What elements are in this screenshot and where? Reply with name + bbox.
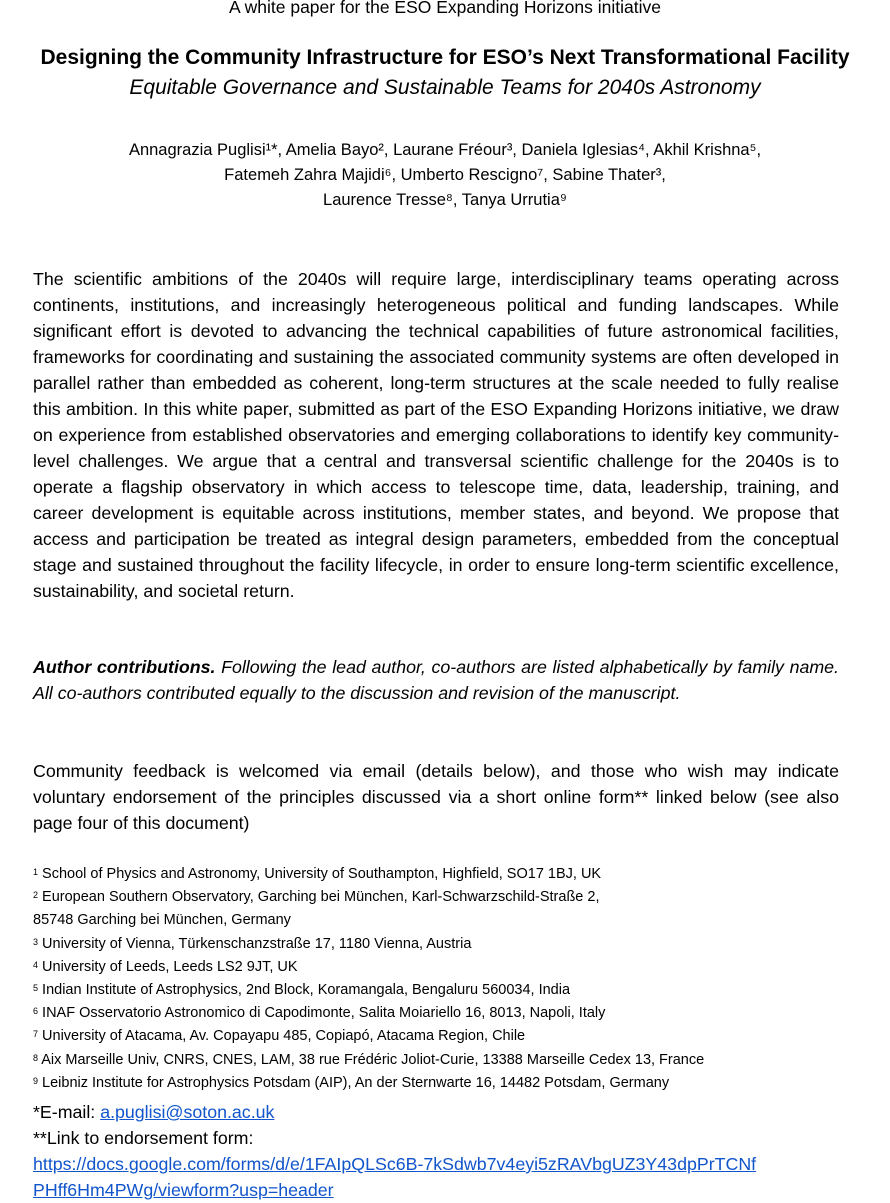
author-line-2: Fatemeh Zahra Majidi⁶, Umberto Rescigno⁷, Sabine Thater³, (224, 166, 666, 184)
affiliation-text: Aix Marseille Univ, CNRS, CNES, LAM, 38 rue Frédéric Joliot-Curie, 13388 Marseille Cedex 13, France (38, 1051, 705, 1068)
affiliation-text: University of Leeds, Leeds LS2 9JT, UK (38, 958, 298, 975)
author-contributions-text: Following the lead author, co-authors are listed alphabetically by family name. All co-authors contributed equally to the discussion and revision of the manuscript. (33, 657, 839, 703)
affiliation-item (33, 978, 853, 1001)
affiliation-marker: 9 (33, 1075, 39, 1086)
affiliation-text: Indian Institute of Astrophysics, 2nd Block, Koramangala, Bengaluru 560034, India (38, 982, 571, 999)
affiliation-item (33, 1001, 853, 1024)
affiliation-marker: 4 (33, 959, 39, 970)
author-contributions-paragraph (33, 654, 839, 706)
affiliation-item (33, 1071, 853, 1094)
author-contributions-label: Author contributions. (33, 657, 216, 677)
affiliation-text: INAF Osservatorio Astronomico di Capodimonte, Salita Moiariello 16, 8013, Napoli, Italy (38, 1005, 606, 1022)
abstract-paragraph: The scientific ambitions of the 2040s will require large, interdisciplinary teams operating across continents, institutions, and increasingly heterogeneous political and funding landscapes. While significant effort is devoted to advancing the technical capabilities of future astronomical facilities, frameworks for coordinating and sustaining the associated community systems are often developed in parallel rather than embedded as coherent, long-term structures at the scale needed to fully realise this ambition. In this white paper, submitted as part of the ESO Expanding Horizons initiative, we draw on experience from established observatories and emerging collaborations to identify key community-level challenges. We argue that a central and transversal scientific challenge for the 2040s is to operate a flagship observatory in which access to telescope time, data, leadership, training, and career development is equitable across institutions, member states, and beyond. We propose that access and participation be treated as integral design parameters, embedded from the conceptual stage and sustained throughout the facility lifecycle, in order to ensure long-term scientific excellence, sustainability, and societal return. (33, 269, 839, 601)
affiliation-text: Leibniz Institute for Astrophysics Potsdam (AIP), An der Sternwarte 16, 14482 Potsdam, Germany (38, 1074, 670, 1091)
supertitle: A white paper for the ESO Expanding Horizons initiative (229, 0, 661, 17)
affiliation-marker: 2 (33, 890, 39, 901)
affiliation-marker: 7 (33, 1029, 39, 1040)
affiliation-marker: 1 (33, 867, 39, 877)
affiliation-item (33, 908, 853, 931)
paper-title: Designing the Community Infrastructure for ESO’s Next Transformational Facility (40, 46, 850, 69)
affiliation-text: University of Vienna, Türkenschanzstraße 17, 1180 Vienna, Austria (38, 935, 472, 952)
email-link[interactable]: a.puglisi@soton.ac.uk (100, 1102, 275, 1122)
affiliation-text: University of Atacama, Av. Copayapu 485, Copiapó, Atacama Region, Chile (38, 1028, 526, 1045)
feedback-paragraph: Community feedback is welcomed via email (details below), and those who wish may indicate voluntary endorsement of the principles discussed via a short online form** linked below (see also page four of this document) (33, 761, 839, 833)
affiliation-item (33, 1024, 853, 1047)
affiliation-item (33, 1048, 853, 1071)
email-label: *E-mail: (33, 1102, 101, 1122)
author-line-3: Laurence Tresse⁸, Tanya Urrutia⁹ (323, 191, 567, 209)
affiliation-marker: 3 (33, 936, 39, 947)
affiliation-marker: 8 (33, 1052, 39, 1063)
affiliation-marker: 6 (33, 1006, 39, 1017)
affiliation-item (33, 862, 853, 885)
form-label: **Link to endorsement form: (33, 1128, 254, 1148)
affiliation-item (33, 955, 853, 978)
endorsement-form-link-line-1[interactable]: https://docs.google.com/forms/d/e/1FAIpQLSc6B-7kSdwb7v4eyi5zRAVbgUZ3Y43dpPrTCNf (33, 1154, 757, 1174)
endorsement-form-link-line-2[interactable]: PHff6Hm4PWg/viewform?usp=header (33, 1180, 334, 1200)
affiliation-marker: 5 (33, 983, 39, 994)
author-line-1: Annagrazia Puglisi¹*, Amelia Bayo², Laurane Fréour³, Daniela Iglesias⁴, Akhil Krishna⁵, (128, 141, 762, 159)
affiliation-item (33, 932, 853, 955)
affiliation-text: 85748 Garching bei München, Germany (33, 912, 291, 929)
affiliations-list (33, 862, 853, 1094)
contact-block (33, 1099, 863, 1203)
paper-subtitle: Equitable Governance and Sustainable Teams for 2040s Astronomy (129, 76, 761, 99)
affiliation-text: School of Physics and Astronomy, University of Southampton, Highfield, SO17 1BJ, UK (38, 866, 602, 882)
email-row (33, 1099, 863, 1125)
author-list (0, 138, 890, 213)
affiliation-text: European Southern Observatory, Garching bei München, Karl-Schwarzschild-Straße 2, (38, 889, 600, 906)
affiliation-item (33, 885, 853, 908)
